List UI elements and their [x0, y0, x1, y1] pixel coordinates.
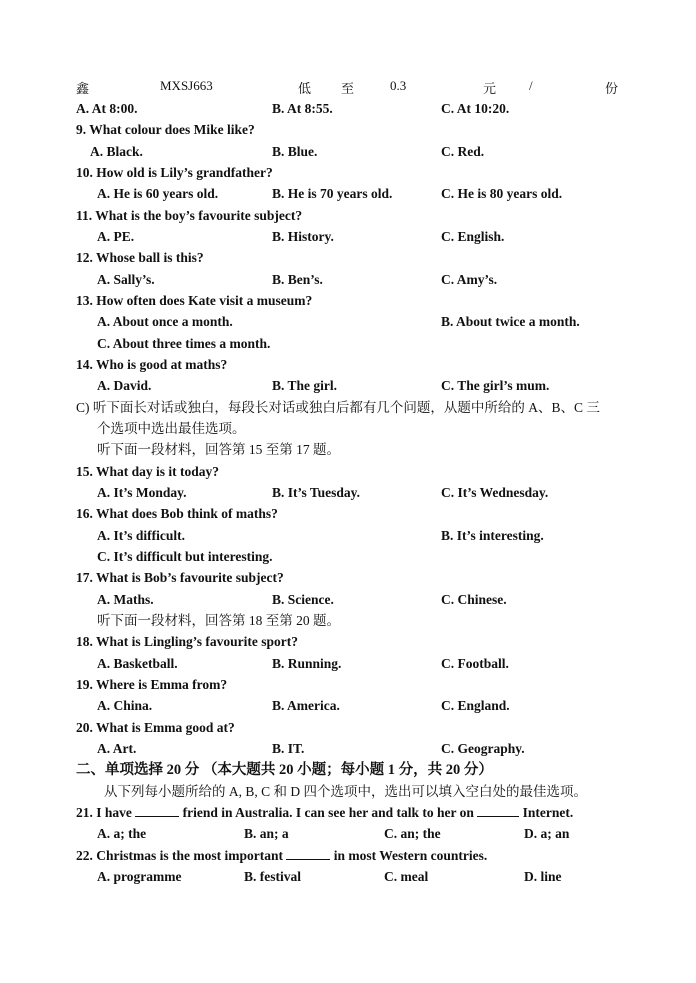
option-a: A. Art. [97, 741, 137, 756]
option-c: C. He is 80 years old. [441, 186, 563, 201]
option-b: B. Science. [272, 592, 334, 607]
option-a: A. Black. [90, 144, 143, 159]
question-stem: 13. How often does Kate visit a museum? [76, 293, 313, 308]
option-a: A. Maths. [97, 592, 154, 607]
question-stem [76, 803, 573, 823]
question-stem: 12. Whose ball is this? [76, 250, 204, 265]
option-b: B. It’s interesting. [441, 528, 544, 543]
option-a: A. At 8:00. [76, 101, 138, 116]
section-c-instruction: 个选项中选出最佳选项。 [97, 421, 246, 436]
option-c: C. It’s Wednesday. [441, 485, 549, 500]
stem-part: friend in Australia. I can see her and talk to her on [182, 805, 474, 820]
option-a: A. About once a month. [97, 314, 233, 329]
option-a: A. China. [97, 698, 153, 713]
question-stem: 9. What colour does Mike like? [76, 122, 255, 137]
option-b: B. Blue. [272, 144, 318, 159]
option-a: A. David. [97, 378, 152, 393]
option-c: C. Amy’s. [441, 272, 498, 287]
question-stem: 16. What does Bob think of maths? [76, 506, 278, 521]
material-instruction: 听下面一段材料，回答第 18 至第 20 题。 [97, 613, 340, 628]
stem-part: Internet. [522, 805, 574, 820]
header-price: 0.3 [390, 78, 407, 93]
header-char: / [529, 78, 533, 93]
stem-part: 21. I have [76, 805, 132, 820]
section-2-title: 二、单项选择 20 分 （本大题共 20 小题；每小题 1 分，共 20 分） [76, 762, 493, 778]
answer-blank [477, 803, 519, 817]
option-c: C. The girl’s mum. [441, 378, 550, 393]
option-c: C. Football. [441, 656, 509, 671]
option-c: C. England. [441, 698, 510, 713]
question-stem: 19. Where is Emma from? [76, 677, 228, 692]
header-char: 低 [298, 81, 312, 96]
header-banner [76, 78, 620, 98]
option-b: B. About twice a month. [441, 314, 580, 329]
option-b: B. The girl. [272, 378, 338, 393]
option-a: A. It’s difficult. [97, 528, 185, 543]
option-b: B. He is 70 years old. [272, 186, 393, 201]
question-stem: 17. What is Bob’s favourite subject? [76, 570, 284, 585]
header-char: 份 [605, 81, 619, 96]
section-2-instruction: 从下列每小题所给的 A, B, C 和 D 四个选项中，选出可以填入空白处的最佳选项。 [104, 784, 588, 799]
question-stem: 15. What day is it today? [76, 464, 220, 479]
option-c: C. Chinese. [441, 592, 507, 607]
option-a: A. PE. [97, 229, 135, 244]
option-b: B. America. [272, 698, 340, 713]
answer-blank [286, 846, 330, 860]
option-a: A. It’s Monday. [97, 485, 187, 500]
option-c: C. Geography. [441, 741, 525, 756]
option-b: B. Ben’s. [272, 272, 323, 287]
option-c: C. Red. [441, 144, 485, 159]
option-b: B. an; a [244, 826, 289, 841]
question-stem: 20. What is Emma good at? [76, 720, 235, 735]
answer-blank [135, 803, 179, 817]
header-char: 元 [483, 81, 497, 96]
option-b: B. IT. [272, 741, 305, 756]
option-c: C. an; the [384, 826, 441, 841]
option-c: C. It’s difficult but interesting. [97, 549, 273, 564]
stem-part: 22. Christmas is the most important [76, 848, 283, 863]
header-char: 鑫 [76, 81, 90, 96]
stem-part: in most Western countries. [333, 848, 488, 863]
question-stem [76, 846, 487, 866]
option-c: C. About three times a month. [97, 336, 271, 351]
option-b: B. At 8:55. [272, 101, 333, 116]
option-b: B. It’s Tuesday. [272, 485, 361, 500]
option-c: C. meal [384, 869, 429, 884]
option-a: A. programme [97, 869, 182, 884]
option-a: A. a; the [97, 826, 147, 841]
option-c: C. At 10:20. [441, 101, 510, 116]
header-code: MXSJ663 [160, 78, 213, 93]
option-d: D. line [524, 869, 562, 884]
question-stem: 10. How old is Lily’s grandfather? [76, 165, 273, 180]
option-b: B. festival [244, 869, 301, 884]
question-stem: 14. Who is good at maths? [76, 357, 228, 372]
option-d: D. a; an [524, 826, 570, 841]
section-c-instruction: C) 听下面长对话或独白，每段长对话或独白后都有几个问题，从题中所给的 A、B、C 三 [76, 400, 600, 415]
option-a: A. Sally’s. [97, 272, 155, 287]
option-b: B. Running. [272, 656, 342, 671]
question-stem: 18. What is Lingling’s favourite sport? [76, 634, 299, 649]
header-char: 至 [341, 81, 355, 96]
question-stem: 11. What is the boy’s favourite subject? [76, 208, 303, 223]
option-a: A. Basketball. [97, 656, 178, 671]
option-c: C. English. [441, 229, 505, 244]
option-a: A. He is 60 years old. [97, 186, 219, 201]
option-b: B. History. [272, 229, 334, 244]
material-instruction: 听下面一段材料，回答第 15 至第 17 题。 [97, 442, 340, 457]
